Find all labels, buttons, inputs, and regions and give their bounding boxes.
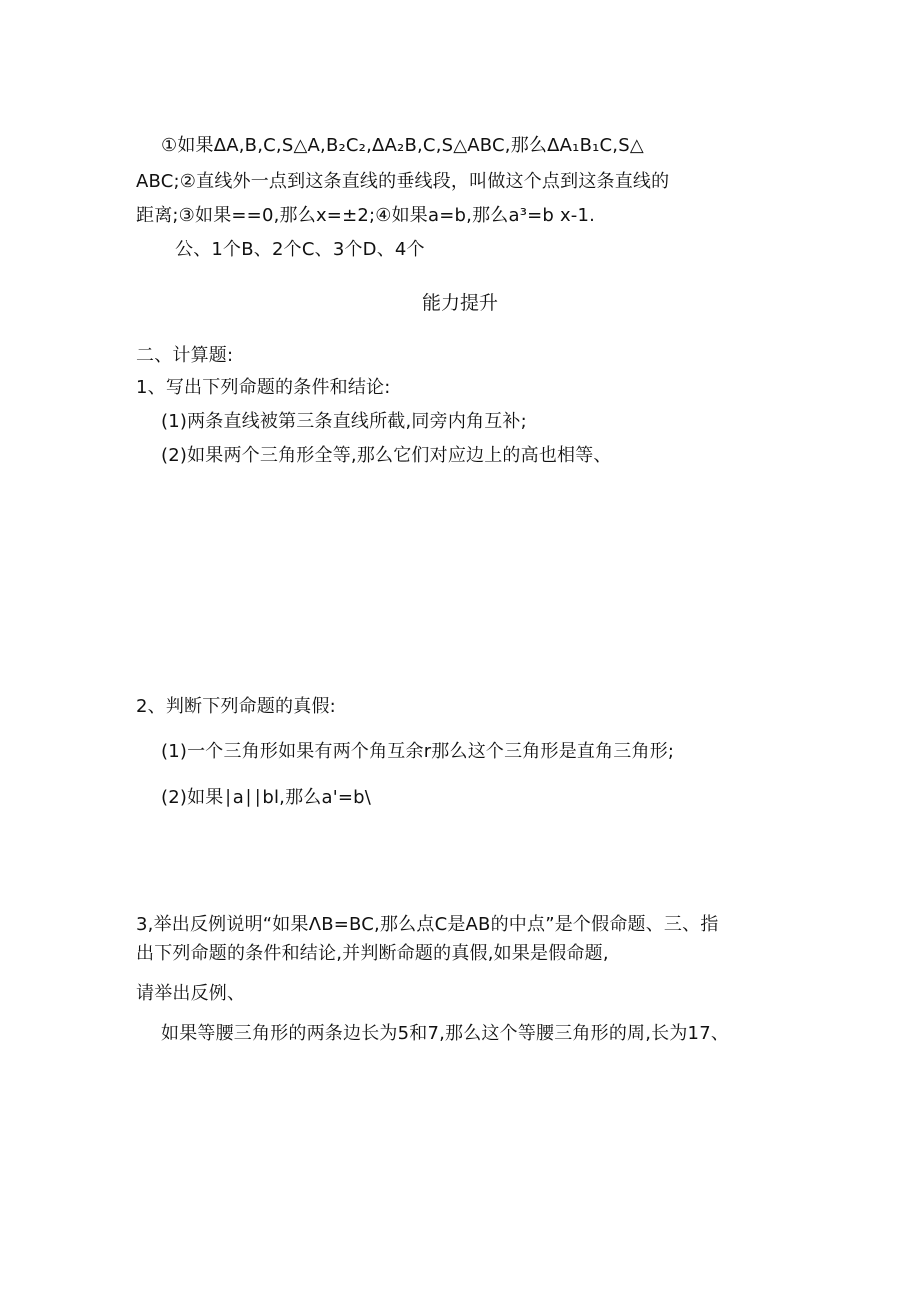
answer-options: 公、1个B、2个C、3个D、4个 [175,239,425,260]
question-2-stem: 2、判断下列命题的真假: [136,696,336,717]
question-3-line-1: 3,举出反例说明“如果ΛB=BC,那么点C是AB的中点”是个假命题、三、指 [136,914,719,935]
question-3-line-2: 出下列命题的条件和结论,并判断命题的真假,如果是假命题, [136,943,609,964]
question-1-stem: 1、写出下列命题的条件和结论: [136,377,391,398]
part-title: 二、计算题: [136,345,234,366]
statement-line-2: ABC;②直线外一点到这条直线的垂线段，叫做这个点到这条直线的 [136,171,670,192]
question-1-item-1: (1)两条直线被第三条直线所截,同旁内角互补; [161,411,527,432]
question-3-line-4: 如果等腰三角形的两条边长为5和7,那么这个等腰三角形的周,长为17、 [161,1023,730,1044]
question-3-line-3: 请举出反例、 [136,983,246,1004]
question-2-item-2: (2)如果∣a∣∣bl,那么a'=b\ [161,787,372,808]
statement-line-3: 距离;③如果==0,那么x=±2;④如果a=b,那么a³=b x-1. [136,205,596,226]
statement-line-1: ①如果ΔA,B,C,S△A,B₂C₂,ΔA₂B,C,S△ABC,那么ΔA₁B₁C,S△ [161,135,644,156]
question-1-item-2: (2)如果两个三角形全等,那么它们对应边上的高也相等、 [161,445,612,466]
question-2-item-1: (1)一个三角形如果有两个角互余r那么这个三角形是直角三角形; [161,741,675,762]
section-heading: 能力提升 [421,292,498,314]
